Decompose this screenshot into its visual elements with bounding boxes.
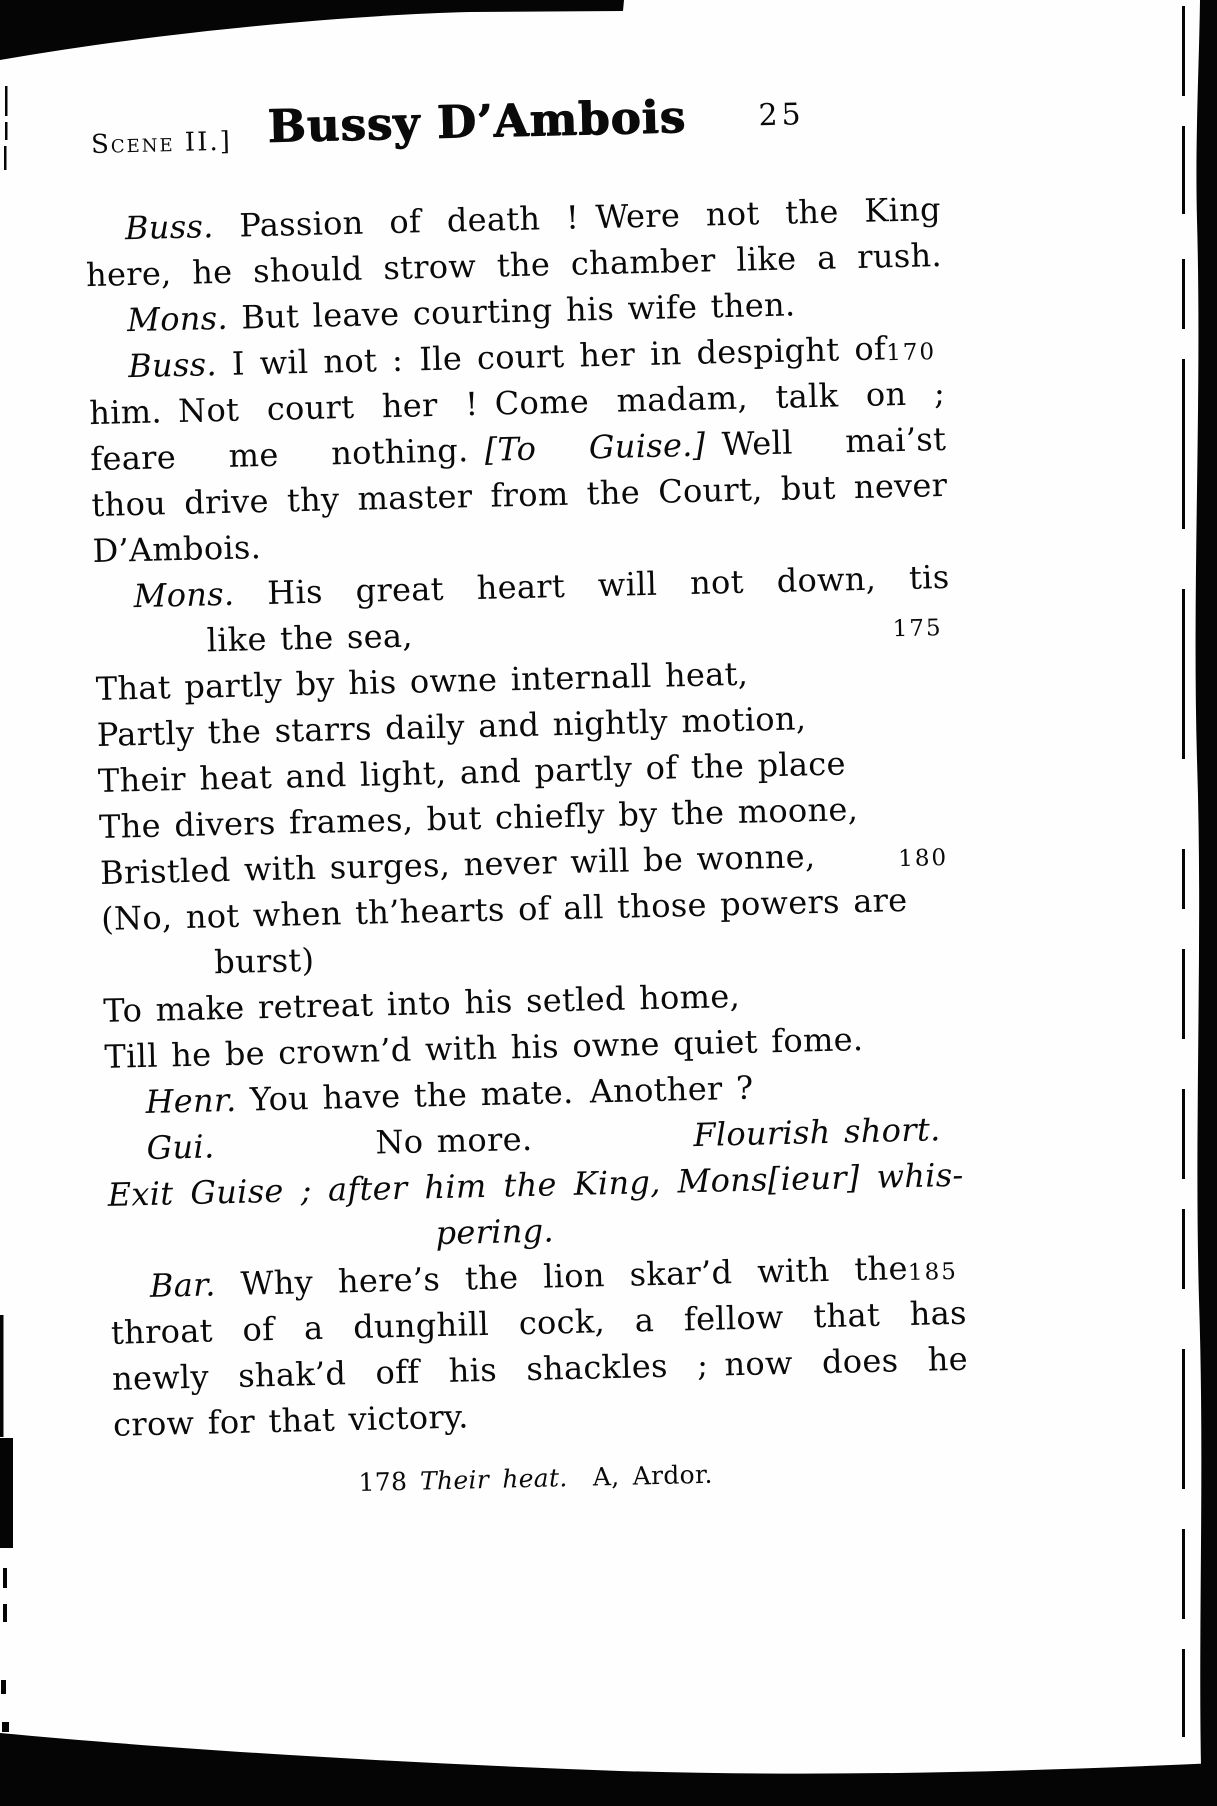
italic-text-segment: Buss. [127,345,218,386]
text-segment: (No, not when th’hearts of all those powers are [100,880,908,938]
play-text-block [84,186,969,1448]
text-segment: throat of a dunghill cock, a fellow that has [110,1293,968,1352]
italic-text-segment: Gui. [146,1127,215,1167]
italic-text-segment: Their heat. [419,1463,568,1496]
text-segment: Well mai’st [704,419,947,464]
italic-text-segment: Flourish short. [692,1110,941,1155]
text-segment: To make retreat into his setled home, [102,976,741,1030]
text-segment: Partly the starrs daily and nightly motion, [96,699,807,755]
running-head [82,84,940,182]
text-segment: newly shak’d off his shackles ; now does he [111,1339,969,1398]
left-edge-streak [0,1438,13,1548]
italic-text-segment: Buss. [124,207,215,248]
text-segment: I wil not : Ile court her in despight of [216,329,887,384]
text-segment: No more. [375,1119,533,1162]
text-segment: Bristled with surges, never will be wonne, [99,837,816,892]
text-segment: 178 [358,1466,421,1498]
left-edge-streak [0,1315,4,1437]
left-edge-mark [3,1604,7,1622]
italic-text-segment: Mons. [133,574,235,616]
italic-text-segment: Henr. [145,1080,237,1121]
text-segment: here, he should strow the chamber like a rush. [85,235,943,295]
left-edge-mark [3,1568,7,1588]
left-edge-mark [1,1680,6,1694]
text-segment: That partly by his owne internall heat, [95,654,749,709]
text-segment: crow for that victory. [112,1397,469,1444]
italic-text-segment: [To Guise.] [484,425,706,469]
text-segment: But leave courting his wife then. [227,285,796,337]
text-segment: A, Ardor. [567,1459,713,1493]
text-segment: Till he be crown’d with his owne quiet fome. [104,1020,864,1076]
verse-line-number: 170 [885,339,937,367]
italic-text-segment: pering. [435,1211,555,1253]
title-blackletter: Bussy D’Ambois [266,89,687,153]
text-segment: You have the mate. Another ? [236,1068,754,1119]
footnote-block [114,1446,971,1512]
italic-text-segment: Mons. [126,298,229,340]
left-edge-mark [2,1722,9,1732]
verse-line-number: 180 [897,844,949,873]
text-segment: Their heat and light, and partly of the place [97,744,847,800]
page-number: 25 [758,97,806,134]
play-text-line [114,1446,971,1512]
text-segment: D’Ambois. [92,528,262,571]
text-segment: The divers frames, but chiefly by the moone, [98,790,859,846]
text-column [80,0,971,1512]
text-segment: him. Not court her ! Come madam, talk on ; [88,373,946,433]
text-segment: feare me nothing. [89,430,486,479]
italic-text-segment: Exit Guise ; after him the King, Mons[ieur] whis- [107,1155,964,1214]
scene-label: Scene II.] [90,126,233,160]
text-segment: His great heart will not down, tis [233,557,950,613]
text-segment: Why here’s the lion skar’d with the [215,1249,909,1304]
text-segment: burst) [213,940,315,982]
text-segment: like the sea, [206,616,414,660]
italic-text-segment: Bar. [149,1265,217,1305]
text-segment: thou drive thy master from the Court, but never [91,465,948,525]
verse-line-number: 185 [907,1258,959,1287]
verse-line-number: 175 [892,615,943,643]
text-segment: Passion of death ! Were not the King [213,189,942,246]
